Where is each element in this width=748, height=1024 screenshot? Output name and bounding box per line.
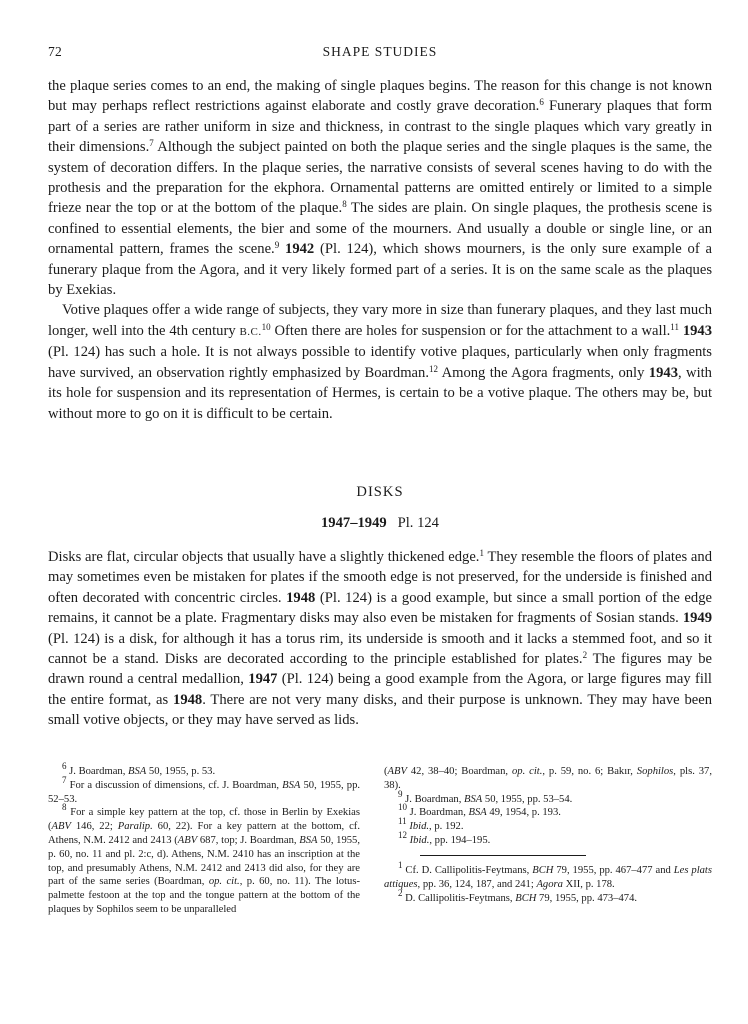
catalog-number: 1949 <box>682 610 712 627</box>
catalog-number: 1942 <box>285 241 315 258</box>
catalog-number: 1948 <box>286 589 316 606</box>
footnote-11: $^{11}$ Ibid., p. 192. <box>398 816 464 833</box>
footnotes-right-column <box>384 765 712 848</box>
footnote-6: $^6$ J. Boardman, BSA 50, 1955, p. 53. <box>62 761 216 777</box>
footnote-ref-2[interactable]: 2 <box>582 650 588 661</box>
intro-text <box>48 76 712 424</box>
footnote-12: $^{12}$ Ibid., pp. 194–195. <box>398 829 491 846</box>
plate-reference: Pl. 124 <box>397 515 439 531</box>
footnote-7: $^7$ For a discussion of dimensions, cf. J. Boardman, BSA 50, 1955, pp. 52–53. <box>48 774 361 805</box>
footnote-9: $^9$ J. Boardman, BSA 50, 1955, pp. 53–54. <box>398 788 573 805</box>
catalog-range: 1947–1949 <box>321 515 387 531</box>
disks-footnote-1: $^1$ Cf. D. Callipolitis-Feytmans, BCH 79, 1955, pp. 467–477 and Les plats attiques, pp. 36, 124, 187, and 241; Agora XII, p. 178. <box>384 860 713 890</box>
catalog-number: 1943 <box>648 364 678 381</box>
disks-text <box>48 547 712 731</box>
footnote-ref-1[interactable]: 1 <box>479 548 484 558</box>
footnote-divider <box>420 855 586 856</box>
catalog-number: 1948 <box>173 691 203 708</box>
catalog-number: 1947 <box>248 671 278 688</box>
section-subtitle <box>48 515 712 532</box>
running-title: SHAPE STUDIES <box>322 44 438 59</box>
footnote-ref-8[interactable]: 8 <box>342 199 347 210</box>
footnote-ref-11[interactable]: 11 <box>670 321 679 332</box>
footnote-ref-10[interactable]: 10 <box>261 321 271 332</box>
footnote-8-continued: (ABV 42, 38–40; Boardman, op. cit., p. 59, no. 6; Bakır, Sophilos, pls. 37, 38). <box>384 766 712 791</box>
disks-footnote-2: $^2$ D. Callipolitis-Feytmans, BCH 79, 1955, pp. 473–474. <box>398 887 638 904</box>
footnote-10: $^{10}$ J. Boardman, BSA 49, 1954, p. 193. <box>398 802 561 819</box>
footnote-ref-12[interactable]: 12 <box>428 363 438 374</box>
era-abbrev: B.C. <box>239 325 262 338</box>
footnotes-disks <box>384 860 713 905</box>
paragraph-disks: Disks are flat, circular objects that usually have a slightly thickened edge.$^1$ They resemble the floors of plates and may sometimes even be mistaken for plates if the smooth edge is not preserved, for the underside is finished and often decorated with concentric circles. 1948 (Pl. 124) is a good example, but since a small portion of the edge remains, it cannot be a plate. Fragmentary disks may also even be mistaken for fragments of Sosian stands. 1949 (Pl. 124) is a disk, for although it has a torus rim, its underside is smooth and it lacks a stemmed foot, and so it cannot be a stand. Disks are decorated according to the principle established for plates.$^2$ The figures may be drawn round a central medallion, 1947 (Pl. 124) being a good example from the Agora, or large figures may fill the entire format, as 1948. There are not very many disks, and their purpose is unknown. They may have been small votive objects, or they may have served as lids. <box>48 548 712 729</box>
paragraph-funerary-plaques: the plaque series comes to an end, the making of single plaques begins. The reason for this change is not known but may perhaps reflect restrictions against elaborate and costly grave decoration.$^6$ Funerary plaques that form part of a series are rather uniform in size and thickness, in contrast to the single plaques which vary greatly in their dimensions.$^7$ Although the subject painted on both the plaque series and the single plaques is the same, the system of decoration differs. In the plaque series, the narrative consists of several scenes having to do with the prothesis and the preparation for the ekphora. Ornamental patterns are omitted entirely or limited to a simple frieze near the top or at the bottom of the plaque.$^8$ The sides are plain. On single plaques, the prothesis scene is confined to essential elements, the bier and some of the mourners. And usually a double or single line, or an ornamental pattern, frames the scene.$^9$ 1942 (Pl. 124), which shows mourners, is the only sure example of a funerary plaque from the Agora, and it very likely formed part of a series. It is on the same scale as the plaques by Exekias. <box>48 78 713 299</box>
footnote-8: $^8$ For a simple key pattern at the top, cf. those in Berlin by Exekias (ABV 146, 22; Paralip. 60, 22). For a key pattern at the bottom, cf. Athens, N.M. 2412 and 2413 (ABV 687, top; J. Boardman, BSA 50, 1955, p. 60, no. 11 and pl. 2:c, d). Athens, N.M. 2410 has an inscription at the top, and presumably Athens, N.M. 2412 and 2413 did also, for they are part of the same series (Boardman, op. cit., p. 60, no. 11). The lotus-palmette festoon at the top and the tongue pattern at the bottom of the plaques by Sophilos seem to be unparalleled <box>48 802 361 915</box>
footnote-ref-7[interactable]: 7 <box>149 138 154 149</box>
footnotes-left-column <box>48 761 361 917</box>
footnote-ref-9[interactable]: 9 <box>274 240 280 251</box>
page-number: 72 <box>48 44 63 59</box>
section-title: DISKS <box>356 484 404 500</box>
catalog-number: 1943 <box>682 322 712 339</box>
paragraph-votive-plaques: Votive plaques offer a wide range of subjects, they vary more in size than funerary plaques, and they last much longer, well into the 4th century B.C.$^{10}$ Often there are holes for suspension or for the attachment to a wall.$^{11}$ 1943 (Pl. 124) has such a hole. It is not always possible to identify votive plaques, particularly when only fragments have survived, an observation rightly emphasized by Boardman.$^{12}$ Among the Agora fragments, only 1943, with its hole for suspension and its representation of Hermes, is certain to be a votive plaque. The others may be, but without more to go on it is difficult to be certain. <box>48 302 712 422</box>
footnote-ref-6[interactable]: 6 <box>539 97 544 108</box>
page-header <box>48 44 712 64</box>
